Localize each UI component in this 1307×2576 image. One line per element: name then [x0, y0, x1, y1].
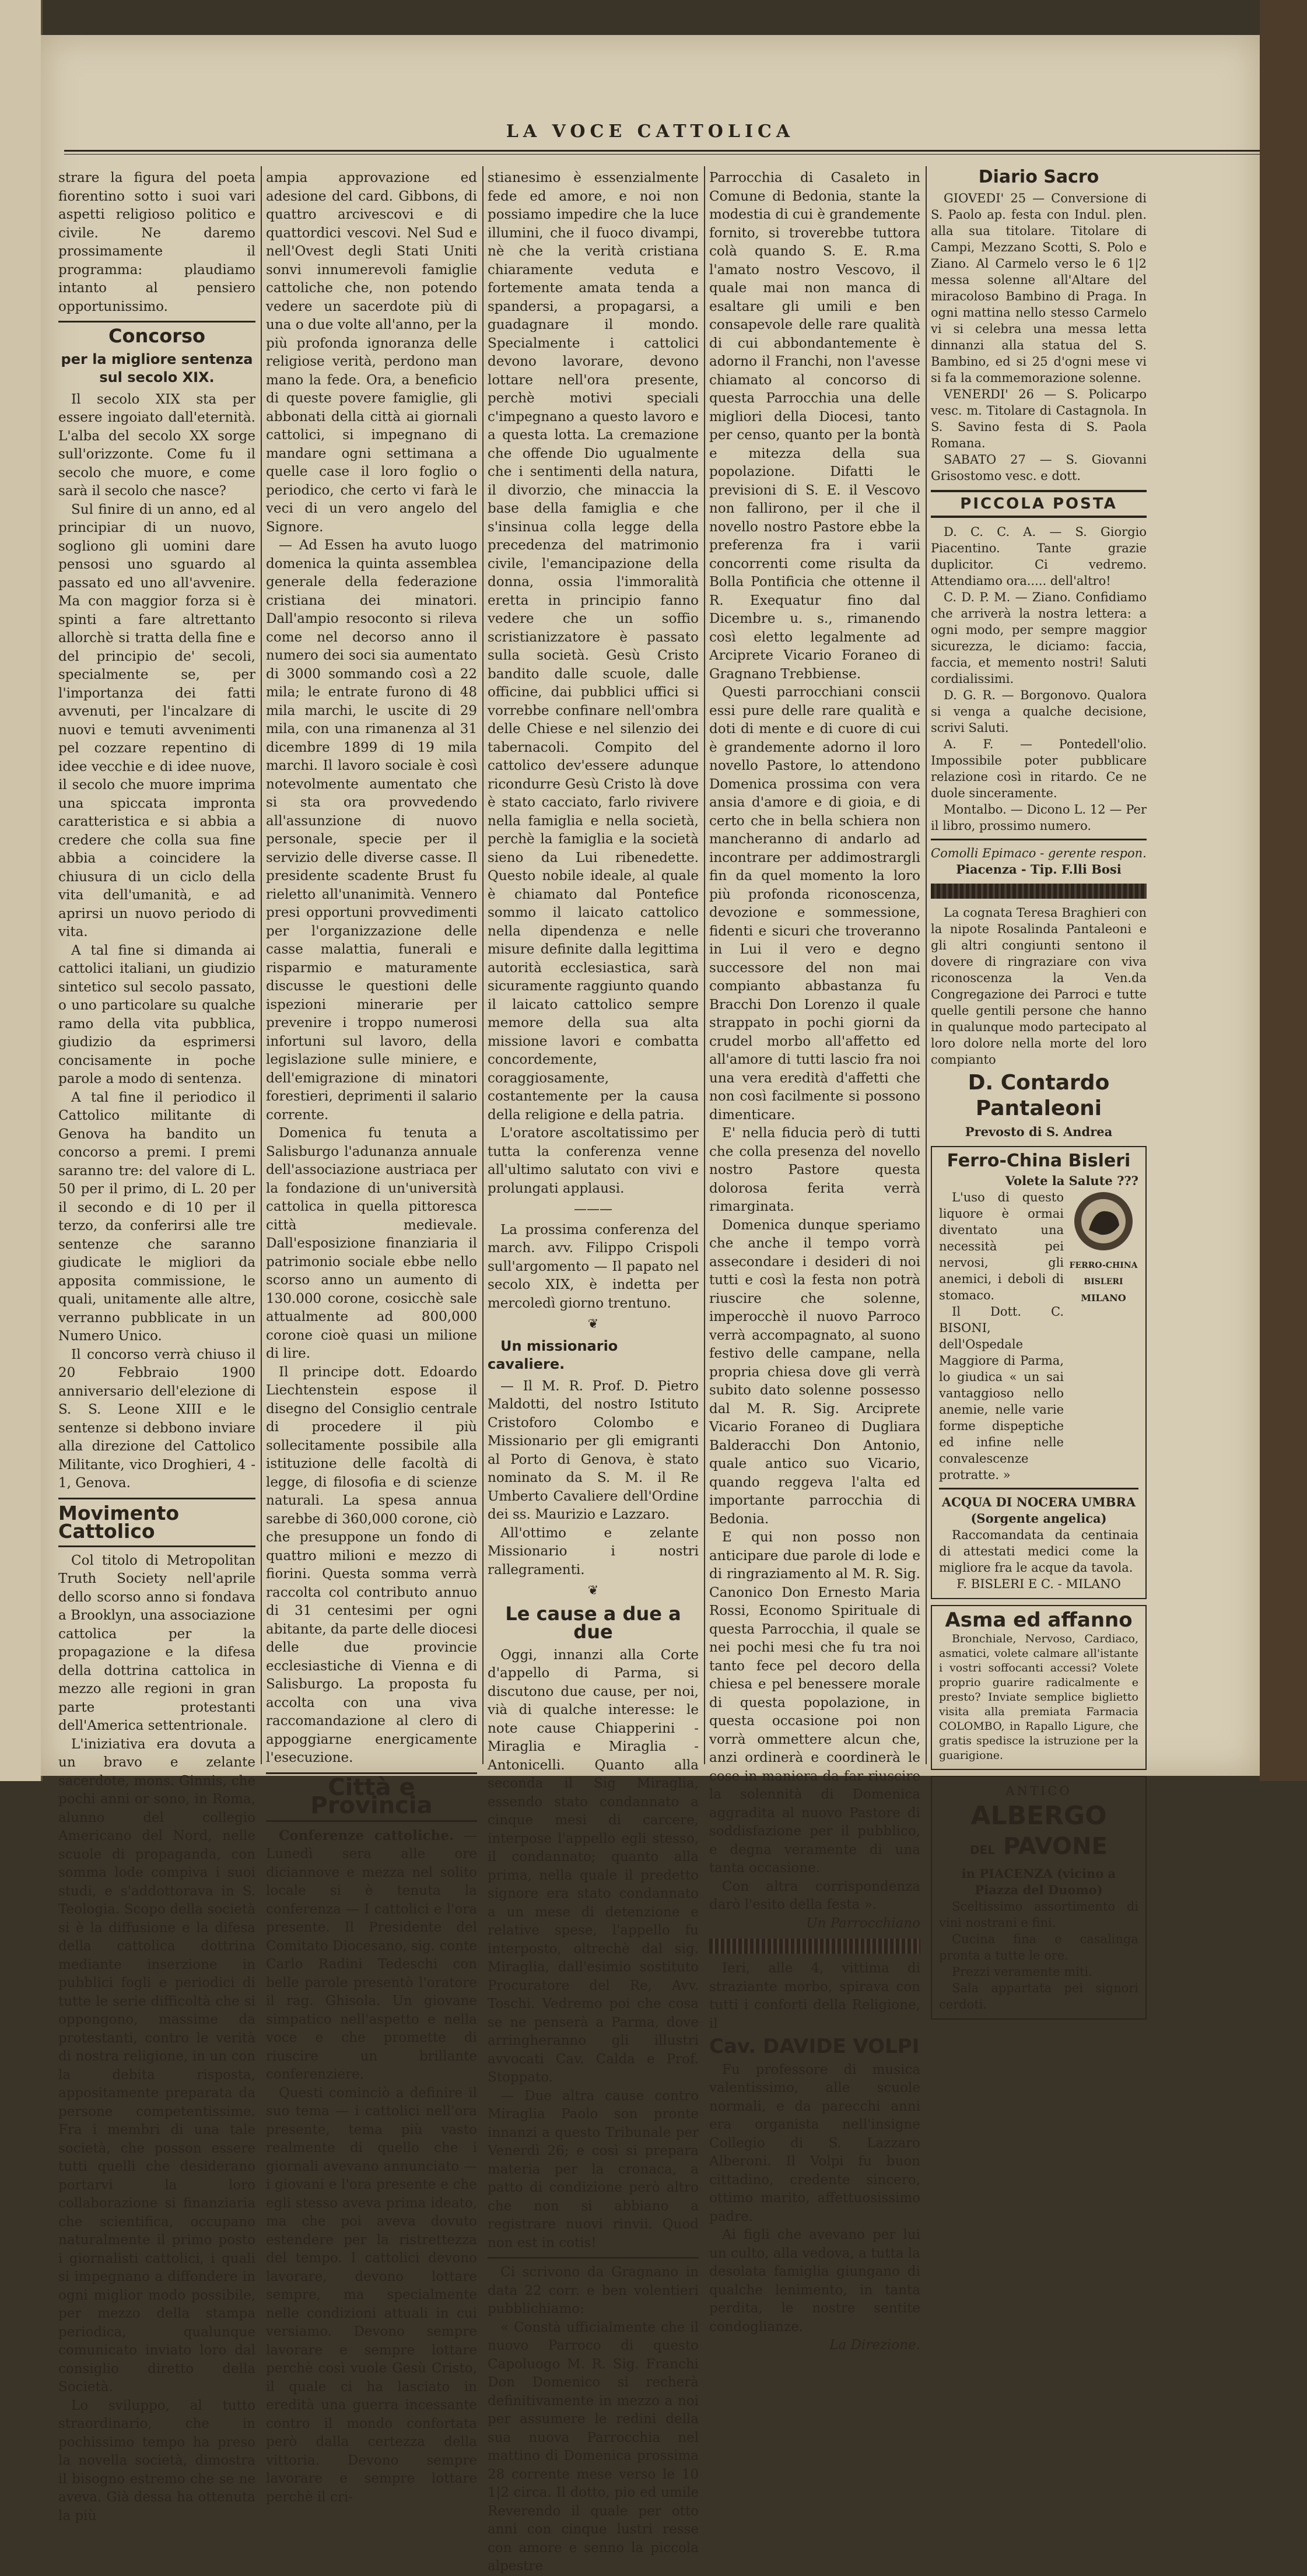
ferro-body: Il Dott. C. BISONI, dell'Ospedale Maggiore di Parma, lo giudica « un sai vantaggioso nello anemie, nelle varie forme dispeptiche ed infine nelle convalescenze protratte. » [939, 1305, 1064, 1482]
lutto-text: La cognata Teresa Braghieri con la nipote Rosalinda Pantaleoni e gli altri congiunti sentono il dovere di ringraziare con viva riconoscenza la Ven.da Congregazione dei Parroci e tutte quelle gentili persone che hanno in qualunque modo partecipato al loro dolore nella morte del loro compianto [931, 906, 1147, 1067]
article-paragraph: stianesimo è essenzialmente fede ed amore, e noi non possiamo impedire che la luce illumini, che il fuoco divampi, nè che la verità cristiana chiaramente veduta e fortemente amata tenda a spandersi, a propagarsi, a guadagnare il mondo. Specialmente i cattolici devono lavorare, devono lottare nell'ora presente, perchè motivi speciali c'impegnano a questo lavoro e a questa lotta. La cremazione che offende Dio ugualmente che i sentimenti della natura, il divorzio, che minaccia la base della famiglia e che s'insinua colla legge della precedenza del matrimonio civile, l'emancipazione della donna, ossia l'immoralità eretta in principio fanno vedere che un soffio scristianizzatore è passato sulla società. Gesù Cristo bandito dalle scuole, dalle officine, dai pubblici uffici si vorrebbe confinare nell'ombra delle Chiese e nel silenzio dei tabernacoli. Compito del cattolico dev'essere adunque ricondurre Gesù Cristo là dove è stato cacciato, farlo rivivere nella famiglia e nella società, perchè la famiglia e la società sieno da Lui ribenedette. Questo nobile ideale, al quale è chiamato dal Pontefice sommo il laicato cattolico nella dipendenza e nelle misure definite dalla legittima autorità ecclesiastica, sarà sicuramente raggiunto quando il laicato cattolico sempre memore della sua alta missione lavori e combatta concordemente, coraggiosamente, costantemente per la causa della religione e della patria. [488, 170, 699, 1123]
article-paragraph: A tal fine il periodico il Cattolico militante di Genova ha bandito un concorso a premi. I premi saranno tre: del valore di L. 50 per il primo, di L. 20 per il secondo e di 10 per il terzo, da conferirsi alle tre sentenze che saranno giudicate le migliori da apposita commissione, le quali, unitamente alle altre, verranno pubblicate in un Numero Unico. [58, 1089, 255, 1344]
signature: Un Parrocchiano [806, 1915, 920, 1931]
article-paragraph: E' nella fiducia però di tutti che colla presenza del novello nostro Pastore questa dolorosa ferita verrà rimarginata. [709, 1126, 920, 1214]
diario-sacro-title: Diario Sacro [978, 167, 1099, 187]
posta-entry: D. C. C. A. — S. Giorgio Piacentino. Tante grazie duplicitor. Ci vedremo. Attendiamo ora..... dell'altro! [931, 525, 1147, 588]
masthead-title: LA VOCE CATTOLICA [506, 121, 795, 142]
article-paragraph: All'ottimo e zelante Missionario i nostri rallegramenti. [488, 1525, 699, 1578]
posta-entry: D. G. R. — Borgonovo. Qualora si venga a qualche decisione, scrivi Saluti. [931, 688, 1147, 735]
ferro-title: Ferro-China Bisleri [947, 1151, 1131, 1171]
nocera-sub: (Sorgente angelica) [970, 1511, 1107, 1526]
diario-entry: GIOVEDI' 25 — Conversione di S. Paolo ap. festa con Indul. plen. alla sua titolare. Titolare di Campi, Mezzano Scotti, S. Polo e Ziano. Al Carmelo verso le 6 1|2 messa solenne all'Altare del miracoloso Bambino di Praga. In ogni mattina nello stesso Carmelo vi si celebra una messa letta dinnanzi alla statua del S. Bambino, ed si 25 d'ogni mese vi si fa la commemorazione solenne. [931, 191, 1147, 385]
column-2 [266, 169, 477, 2507]
piccola-posta-title: PICCOLA POSTA [931, 490, 1147, 518]
column-5 [931, 169, 1147, 2025]
article-paragraph: Il secolo XIX sta per essere ingoiato dall'eternità. L'alba del secolo XX sorge sull'orizzonte. Come fu il secolo che muore, e come sarà il secolo che nasce? [58, 391, 255, 499]
article-paragraph: Con altra corrispondenza darò l'esito della festa ». [709, 1878, 920, 1912]
article-paragraph: — Ad Essen ha avuto luogo domenica la quinta assemblea generale della federazione cristiana dei minatori. Dall'ampio resoconto si rileva come nel decorso anno il numero dei soci sia aumentato di 3000 sommando così a 22 mila; le entrate furono di 48 mila marchi, le uscite di 29 mila, con una rimanenza al 31 dicembre 1899 di 19 mila marchi. Il lavoro sociale è così notevolmente aumentato che si sta ora provvedendo all'assunzione di nuovo personale, specie per il servizio delle diverse casse. Il presidente scadente Brust fu rieletto all'unanimità. Vennero presi opportuni provvedimenti per l'organizzazione delle casse malattia, funerali e risparmio e maturamente discusse le questioni delle ispezioni minerarie per prevenire i troppo numerosi infortuni sul lavoro, della legislazione sulle miniere, e dell'emigrazione di minatori forestieri, deprimenti il salario corrente. [266, 538, 477, 1123]
section-divider [58, 1498, 255, 1499]
article-paragraph: Oggi, innanzi alla Corte d'appello di Parma, si discutono due cause, per noi, vià di qualche interesse: le note cause Chiapperini - Miraglia e Miraglia - Antonicelli. Quanto alla seconda il Sig Miraglia, essendo stato condannato a cinque mesi di carcere, interpose l'appello egli stesso, il condannato; quanto alla prima, nella quale il predetto signore era stato condannato a un mese di detenzione e relative spese, l'appello fu interposto, oltrechè dal sig. Miraglia, dall'esimio sostituto Procuratore del Re, Avv. Toschi. Vedremo poi che cosa se ne penserà a Parma, dove arringheranno gli illustri avvocati Cav. Calda e Prof. Stoppato. [488, 1647, 699, 2085]
column-rule [482, 166, 483, 1764]
section-divider [931, 839, 1147, 840]
book-binding-edge [1260, 0, 1307, 1781]
article-paragraph: Il concorso verrà chiuso il 20 Febbraio 1900 anniversario dell'elezione di S. S. Leone XIII e le sentenze si debbono inviare alla direzione del Cattolico Militante, vico Droghieri, 4 - 1, Genova. [58, 1347, 255, 1491]
newspaper-page [41, 35, 1260, 2574]
article-paragraph: Sul finire di un anno, ed al principiar di un nuovo, sogliono gli uomini dare pensosi uno sguardo al passato ed uno all'avvenire. Ma con maggior forza si è spinti a fare altrettanto allorchè si tratta della fine e del principio de' secoli, specialmente se, per l'importanza dei fatti avvenuti, per l'incalzare di nuovi e temuti avvenimenti pel cozzare repentino di idee vecchie e di idee nuove, il secolo che muore imprima una spiccata impronta caratteristica e si abbia a credere che colla sua fine abbia a coincidere la chiusura di un ciclo della vita dell'umanità, e ad aprirsi un nuovo periodo di vita. [58, 502, 255, 940]
article-paragraph: L'oratore ascoltatissimo per tutta la conferenza venne all'ultimo salutato con vivi e prolungati applausi. [488, 1126, 699, 1196]
ferro-slogan: Volete la Salute ??? [1005, 1173, 1138, 1188]
diario-entry: SABATO 27 — S. Giovanni Grisostomo vesc. e dott. [931, 453, 1147, 483]
missionario-heading: Un missionario cavaliere. [488, 1337, 618, 1372]
ferro-seal: FERRO-CHINA BISLERI [1069, 1261, 1138, 1287]
article-paragraph: Ai figli che avevano per lui un culto, alla vedova, a tutta la desolata famiglia giungano di qualche lenimento, in tanta perdita, le nostre sentite condoglianze. [709, 2227, 920, 2335]
lion-seal-icon [1068, 1189, 1138, 1483]
asma-body: Bronchiale, Nervoso, Cardiaco, asmatici, volete calmare all'istante i vostri soffocanti accessi? Volete proprio guarire radicalmente e presto? Inviate semplice biglietto visita alla premiata Farmacia COLOMBO, in Rapallo Ligure, che gratis spedisce la istruzione per la guarigione. [939, 1632, 1138, 1762]
posta-entry: C. D. P. M. — Ziano. Confidiamo che arriverà la nostra lettera: a ogni modo, per sempre maggior sicurezza, le diciamo: faccia, faccia, et memento nostri! Saluti cordialissimi. [931, 590, 1147, 686]
nocera-body: Raccomandata da centinaia di attestati medici come la migliore fra le acque da tavola. [939, 1528, 1138, 1575]
masthead [41, 86, 1260, 142]
diario-entry: VENERDI' 26 — S. Policarpo vesc. m. Titolare di Castagnola. In S. Savino festa di S. Paola Romana. [931, 387, 1147, 450]
section-divider [939, 1488, 1138, 1489]
concorso-subtitle: per la migliore sentenza sul secolo XIX. [61, 351, 253, 385]
column-3 [488, 169, 699, 2576]
column-rule [261, 166, 262, 1764]
gerente-line: Comolli Epimaco - gerente respon. [931, 846, 1147, 860]
previous-page-edge [0, 0, 43, 1781]
article-paragraph: Fu professore di musica valentissimo, alle scuole normali, e da parecchi anni era organista nell'insigne Collegio di S. Lazzaro Alberoni. Il Volpi fu buon cittadino, credente sincero, ottimo marito, affettuosissimo padre. [709, 2062, 920, 2224]
article-paragraph: Ieri, alle 4, vittima di straziante morbo, spirava con tutti i conforti della Religione, il [709, 1961, 920, 2031]
column-4 [709, 169, 920, 2355]
article-paragraph: Ci scrivono da Gragnano in data 22 corr. e ben volentieri pubblichiamo: [488, 2265, 699, 2316]
albergo-ad [931, 1776, 1147, 2020]
article-paragraph: — Due altra cause contro Miraglia Paolo son pronte innanzi a questo Tribunale per Venerdì 26; e così si prepara materia per la cronaca, a patto di condizione però altro che non si abbiano a registrare nuovi rinvii. Quod non est in cotis! [488, 2088, 699, 2251]
article-paragraph: Questi parrocchiani conscii essi pure delle rare qualità e doti di mente e di cuore di cui è grandemente adorno il loro novello Pastore, lo attendono Domenica prossima con vera ansia d'amore e di gioia, e di certo che in bella schiera non mancheranno di andarlo ad incontrare per addimostrargli fin da quel momento la loro più profonda riconoscenza, devozione e sommessione, fidenti e sicuri che troveranno in Lui il vero e degno successore del non mai compianto abbastanza fu Bracchi Don Lorenzo il quale strappato in pochi giorni da crudel morbo all'affetto ed all'amore di tutti lascio fra noi una vera eredità d'affetti che non così facilmente si possono dimenticare. [709, 685, 920, 1123]
article-paragraph: Col titolo di Metropolitan Truth Society nell'aprile dello scorso anno si fondava a Brooklyn, una associazione cattolica per la propagazione e la difesa della dottrina cattolica in mezzo alle regioni in gran parte protestanti dell'America settentrionale. [58, 1552, 255, 1733]
article-paragraph: Domenica fu tenuta a Salisburgo l'adunanza annuale dell'associazione austriaca per la fondazione di un'università cattolica in quella pittoresca città medievale. Dall'esposizione finanziaria il patrimonio sociale ebbe nello scorso anno un aumento di 130.000 corone, cosicchè sale attualmente ad 800,000 corone cioè quasi un milione di lire. [266, 1126, 477, 1361]
mourning-band [709, 1939, 920, 1954]
ferro-city: MILANO [1081, 1292, 1126, 1303]
article-paragraph: Parrocchia di Casaleto in Comune di Bedonia, stante la modestia di cui è grandemente fornito, si troverebbe tuttora colà quando S. E. R.ma l'amato nostro Vescovo, il quale mai non manca di esaltare gli umili e ben consapevole delle rare qualità di cui abbondantemente è adorno il Franchi, non l'avesse chiamato al concorso di questa Parrocchia una delle migliori della Diocesi, tanto per censo, quanto per la bontà e mitezza della sua popolazione. Difatti le previsioni di S. E. il Vescovo non fallirono, per il che il novello nostro Pastore ebbe la preferenza fra i varii concorrenti come risulta da Bolla Pontificia che ottenne il R. Exequatur fino dal Dicembre u. s., rimanendo così eletto legalmente ad Arciprete Vicario Foraneo di Gragnano Trebbiense. [709, 170, 920, 682]
masthead-rule-thin [64, 154, 1260, 155]
tipografia-line: Piacenza - Tip. F.lli Bosi [956, 862, 1122, 877]
article-paragraph: La prossima conferenza del march. avv. Filippo Crispoli sull'argomento — Il papato nel secolo XIX, è indetta per mercoledì giorno trentuno. [488, 1222, 699, 1311]
signature: La Direzione. [829, 2337, 920, 2353]
nocera-firm: F. BISLERI E C. - MILANO [956, 1577, 1121, 1591]
albergo-body: Sala appartata pei signori cerdoti. [939, 1981, 1138, 2011]
intro-text: strare la figura del poeta fiorentino sotto i suoi vari aspetti religioso politico e civile. Ne daremo prossimamente il programma: plaudiamo intanto al pensiero opportunissimo. [58, 170, 255, 314]
article-paragraph: Lo sviluppo, al tutto straordinario, che in pochissimo tempo ha preso la novella società, dimostra il bisogno estremo che se ne aveva. Già dessa ha ottenuta la più [58, 2398, 255, 2524]
citta-provincia-title: Città e Provincia [310, 1774, 433, 1819]
ferro-china-ad [931, 1146, 1147, 1599]
separator-ornament: ——— [574, 1202, 612, 1217]
separator-ornament: ❦ [587, 1317, 599, 1331]
asma-title: Asma ed affanno [945, 1608, 1133, 1632]
nocera-title: ACQUA DI NOCERA UMBRA [941, 1495, 1136, 1509]
albergo-antico: ANTICO [1005, 1784, 1072, 1798]
albergo-body: Sceltissimo assortimento di vini nostrani e fini. [939, 1899, 1138, 1930]
cause-title: Le cause a due a due [505, 1602, 681, 1643]
article-paragraph: E qui non posso non anticipare due parole di lode e di ringraziamento al M. R. Sig. Canonico Don Ernesto Maria Rossi, Economo Spirituale di questa Parrocchia, il quale se nei pochi mesi che fu tra noi tanto fece pel decoro della chiesa e pel benessere morale di questa popolazione, in questa occasione poi non vorrà ommettere alcun che, anzi ordinerà e coordinerà le cose in maniera da far riuscire la solennità di Domenica aggradita al nuovo Pastore di soddisfazione per il pubblico, e degna veramente di una tanta occasione. [709, 1530, 920, 1876]
article-paragraph: ampia approvazione ed adesione del card. Gibbons, di quattro arcivescovi e di quattordici vescovi. Nel Sud e nell'Ovest degli Stati Uniti sonvi innumerevoli famiglie cattoliche che, non potendo vedere un sacerdote più di una o due volte all'anno, per la più profonda ignoranza delle religiose verità, perdono man mano la fede. Ora, a beneficio di queste povere famiglie, gli abbonati della città ai giornali cattolici, si impegnano di mandare ogni settimana a quelle case il loro foglio o periodico, che certo vi farà le veci di un vero angelo del Signore. [266, 170, 477, 535]
section-divider [266, 1820, 477, 1822]
lutto-name: D. Contardo Pantaleoni [968, 1071, 1110, 1120]
conferenze-heading: Conferenze cattoliche. [279, 1827, 454, 1843]
column-1 [58, 169, 255, 2525]
article-paragraph: Conferenze cattoliche. — Lunedì sera alle ore diciannove e mezza nel solito locale si è tenuta la conferenza — I cattolici e l'ora presente. Il Presidente del Comitato Diocesano, sig. conte Carlo Radini Tedeschi con belle parole presentò l'oratore il rag. Ghisola. Un giovane simpatico nell'aspetto e nella voce e che promette di riuscire un brillante conferenziere. [266, 1827, 477, 2082]
movimento-title: Movimento Cattolico [58, 1501, 180, 1543]
albergo-name: ALBERGO [970, 1801, 1107, 1831]
article-paragraph: « Constà ufficialmente che il nuovo Parroco di questo Capoluogo M. R. Sig. Franchi Don Domenico si recherà definitivamente in mezzo a noi per assumere le redini della sua nuova Parrocchia nel mattino di Domenica prossima 28 corrente mese verso le 10 1|2 circa. Il dotto, pio ed umile Reverendo il quale per otto anni con cinque lustri resse con amore e senno la piccola alpestre [488, 2319, 699, 2574]
posta-entry: A. F. — Pontedell'olio. Impossibile poter pubblicare relazione così in ritardo. Ce ne duole sinceramente. [931, 737, 1147, 800]
albergo-body: Cucina fina e casalinga pronta a tutte le ore. [939, 1932, 1138, 1962]
posta-entry: Montalbo. — Dicono L. 12 — Per il libro, prossimo numero. [931, 802, 1147, 833]
asma-ad [931, 1605, 1147, 1770]
concorso-title: Concorso [108, 325, 205, 347]
lutto-role: Prevosto di S. Andrea [965, 1124, 1113, 1139]
section-divider [58, 321, 255, 323]
section-divider [58, 1545, 255, 1547]
article-paragraph: L'iniziativa era dovuta a un bravo e zelante sacerdote, mons. Ginnis, che pochi anni or sono, in Roma, alunno del collegio Americano del Nord, nelle scuole di propaganda, con somma lode compiva i suoi studi, e s'addottorava in S. Teologia. Scopo della società si è la diffusione e la difesa della cattolica dottrina mediante inserzione in pubblici fogli e periodici di tutte le serie difficoltà che si oppongono, massime da protestanti, contro le verità di nostra religione, in un con la debita risposta, appositamente preparata da persone competentissime. Fra i membri di una tale società, che posson essere tutti quelli che desiderano portarvi la loro collaborazione si finanziaria che scientifica, occupano naturalmente il primo posto i giornalisti cattolici, i quali si impegnano a diffondere in ogni miglior modo possibile, per mezzo della stampa periodica, qualunque comunicato inviato loro dal consiglio diretto della Società. [58, 1736, 255, 2395]
column-rule [704, 166, 705, 1764]
article-paragraph: A tal fine si dimanda ai cattolici italiani, un giudizio sintetico sul secolo passato, o uno particolare su qualche ramo della vita pubblica, giudizio da esprimersi concisamente in poche parole a modo di sentenza. [58, 942, 255, 1087]
mourning-band [931, 884, 1147, 899]
albergo-body: Prezzi veramente miti. [952, 1965, 1092, 1979]
separator-ornament: ❦ [587, 1583, 599, 1598]
section-divider [488, 2257, 699, 2259]
article-paragraph: — Il M. R. Prof. D. Pietro Maldotti, del nostro Istituto Cristoforo Colombo e Missionario per gli emigranti al Porto di Genova, è stato nominato da S. M. il Re Umberto Cavaliere dell'Ordine dei ss. Maurizio e Lazzaro. [488, 1378, 699, 1522]
albergo-pavone: DEL PAVONE [970, 1833, 1108, 1860]
article-paragraph: Domenica dunque speriamo che anche il tempo vorrà assecondare i desideri di noi tutti e così la festa non potrà riuscire che solenne, imperocchè il nuovo Parroco verrà accompagnato, al suono festivo delle campane, nella propria chiesa dove gli verrà subito dato solenne possesso dal M. R. Sig. Arciprete Vicario Foraneo di Dugliara Balderacchi Don Antonio, quale antico suo Vicario, quando reggeva l'alta ed importante parrocchia di Bedonia. [709, 1217, 920, 1527]
volpi-title: Cav. DAVIDE VOLPI [709, 2035, 920, 2058]
ferro-body: L'uso di questo liquore è ormai diventato una necessità pei nervosi, gli anemici, i deboli di stomaco. [939, 1190, 1064, 1302]
masthead-rule [64, 150, 1260, 152]
article-paragraph: Questi cominciò a definire il suo tema — i cattolici nell'ora presente, tema più vasto realmente di quello che i giornali avevano annunciato — i giovani e l'ora presente e che egli stesso aveva prima ideato, ma che poi aveva dovuto estendere per la ristrettezza del tempo. I cattolici devono lavorare, devono lottare sempre, ma specialmente nelle condizioni attuali in cui versiamo. Devono sempre lavorare e sempre lottare perchè così vuole Gesù Cristo, il quale ci ha lasciato in eredità una guerra incessante contro il mondo confortata però dalla certezza della vittoria. Devono sempre lavorare e sempre lottare perchè il cri- [266, 2085, 477, 2505]
article-paragraph: Il principe dott. Edoardo Liechtenstein espose il disegno del Consiglio centrale di procedere il più sollecitamente possibile alla istituzione delle facoltà di legge, di filosofia e di scienze naturali. La spesa annua sarebbe di 360,000 corone, ciò che presuppone un fondo di quattro milioni e mezzo di fiorini. Questa somma verrà raccolta col contributo annuo di 31 centesimi per ogni abitante, da parte delle diocesi delle due provincie ecclesiastiche di Vienna e di Salisburgo. La proposta fu accolta con una viva raccomandazione al clero di appoggiarne energicamente l'esecuzione. [266, 1364, 477, 1765]
column-rule [926, 166, 927, 1764]
albergo-city: in PIACENZA (vicino a Piazza del Duomo) [961, 1866, 1116, 1897]
